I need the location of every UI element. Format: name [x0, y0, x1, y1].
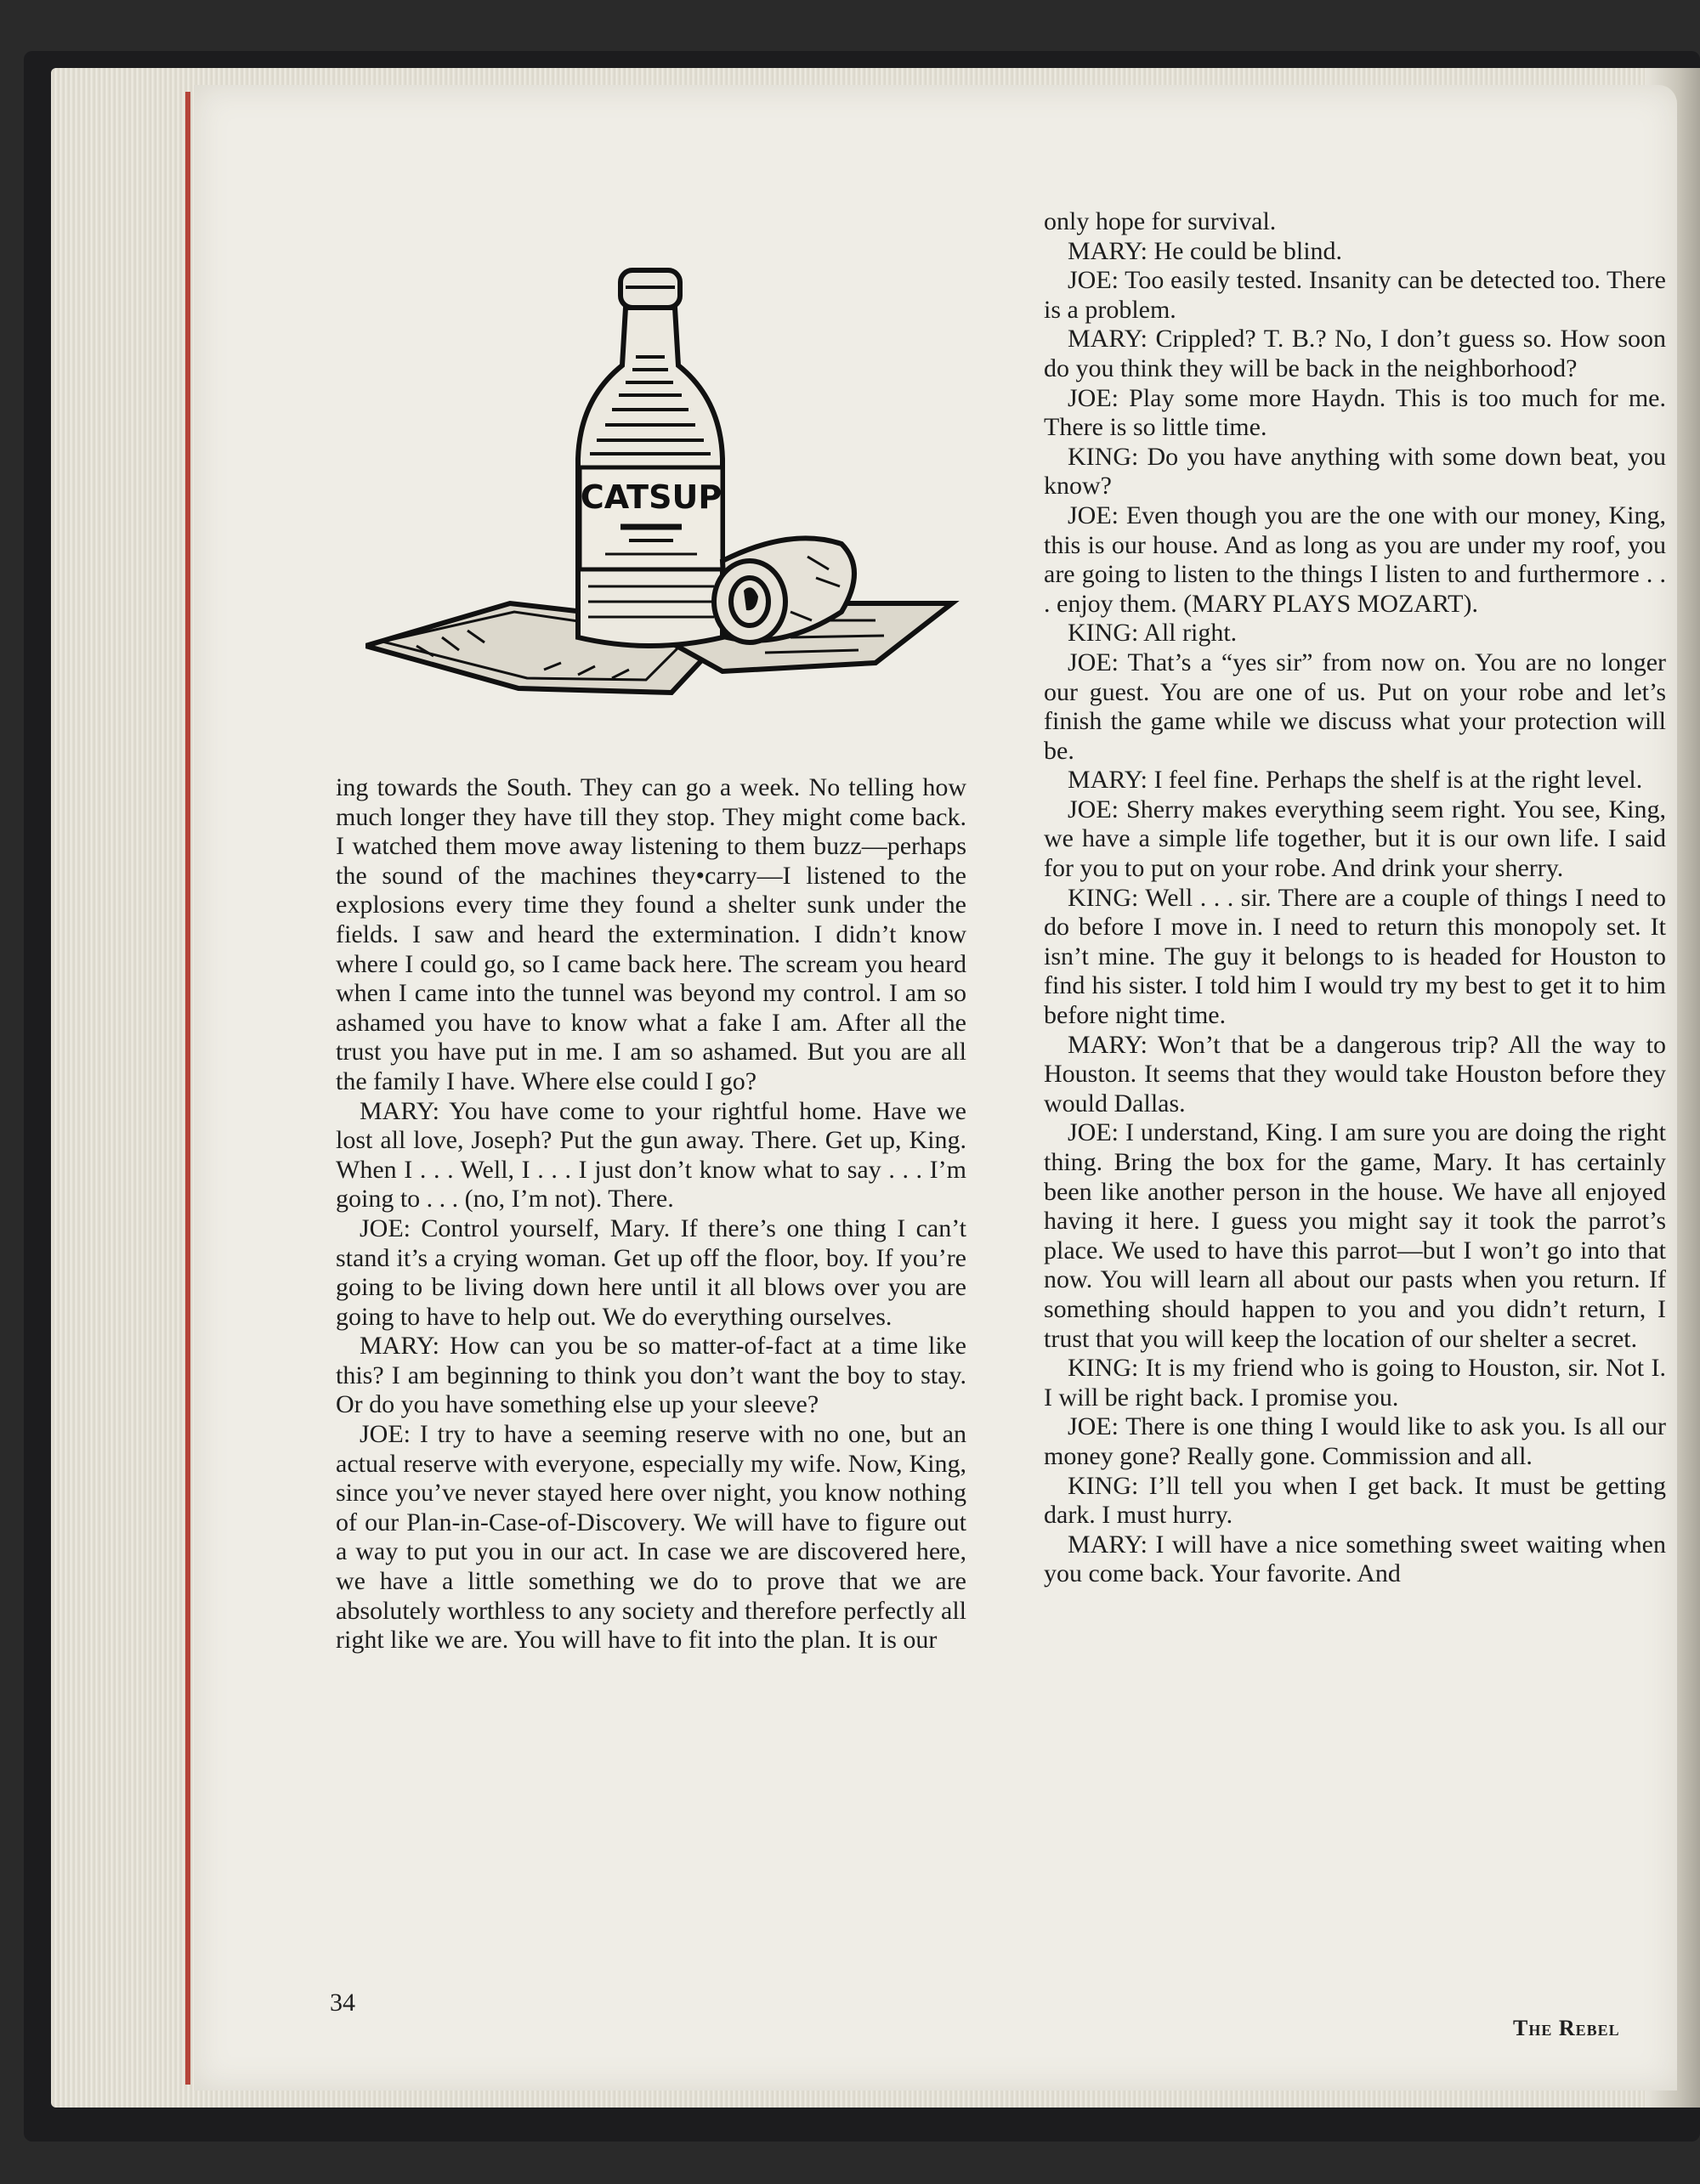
paragraph: JOE: Play some more Haydn. This is too much for me. There is so little time.: [1044, 383, 1666, 442]
paragraph: KING: All right.: [1068, 619, 1238, 648]
paragraph: MARY: You have come to your rightful home. Have we lost all love, Joseph? Put the gun away. There. Get up, King. When I . . . Well, I . . . I just don’t know what to say . . . I’m going to . . . (no, I’m not). There.: [336, 1096, 966, 1214]
page-number: 34: [330, 1989, 355, 2017]
paragraph: JOE: I understand, King. I am sure you are doing the right thing. Bring the box for the game, Mary. It has certainly been like another person in the house. We have all enjoyed having it here. I guess you might say it took the parrot’s place. We used to have this parrot—but I won’t go into that now. You will learn all about our pasts when you return. If something should happen to you and you didn’t return, I trust that you will keep the location of our shelter a secret.: [1044, 1118, 1666, 1353]
paragraph: JOE: Control yourself, Mary. If there’s one thing I can’t stand it’s a crying woman. Get up off the floor, boy. If you’re going to be living down here until it all blows over you are going to have to help out. We do everything ourselves.: [336, 1214, 966, 1331]
paragraph: JOE: I try to have a seeming reserve with no one, but an actual reserve with everyone, especially my wife. Now, King, since you’ve never stayed here over night, you know nothing of our Plan-in-Case-of-Discovery. We will have to figure out a way to put you in our act. In case we are discovered here, we have a little something we do to prove that we are absolutely worthless to any society and therefore perfectly all right like we are. You will have to fit into the plan. It is our: [336, 1420, 966, 1655]
paragraph: MARY: He could be blind.: [1068, 236, 1343, 265]
paragraph: MARY: I feel fine. Perhaps the shelf is at the right level.: [1068, 766, 1643, 795]
paragraph: MARY: Crippled? T. B.? No, I don’t guess so. How soon do you think they will be back in the neighborhood?: [1044, 325, 1666, 382]
running-footer-title: The Rebel: [1513, 2016, 1620, 2040]
paragraph: KING: It is my friend who is going to Houston, sir. Not I. I will be right back. I promise you.: [1044, 1354, 1666, 1412]
paragraph: KING: I’ll tell you when I get back. It must be getting dark. I must hurry.: [1044, 1471, 1666, 1530]
paragraph: ing towards the South. They can go a week. No telling how much longer they have till they stop. They might come back. I watched them move away listening to them buzz—perhaps the sound of the machines they•carry—I listened to the explosions every time they found a shelter sunk under the fields. I saw and heard the extermination. I didn’t know where I could go, so I came back here. The scream you heard when I came into the tunnel was beyond my control. I am so ashamed you have to know what a fake I am. After all the trust you have put in me. I am so ashamed. But you are all the family I have. Where else could I go?: [336, 773, 966, 1095]
paragraph: MARY: How can you be so matter-of-fact at a time like this? I am beginning to think you don’t want the boy to stay. Or do you have something else up your sleeve?: [336, 1332, 966, 1419]
page-edge-stripe: [185, 92, 190, 2085]
catsup-bottle-and-money-icon: [366, 263, 960, 705]
paragraph: MARY: I will have a nice something sweet waiting when you come back. Your favorite. And: [1044, 1530, 1666, 1588]
left-text-column: [336, 773, 966, 1655]
paragraph: KING: Do you have anything with some down beat, you know?: [1044, 442, 1666, 501]
paragraph: KING: Well . . . sir. There are a couple of things I need to do before I move in. I need to return this monopoly set. It isn’t mine. The guy it belongs to is headed for Houston to find his sister. I told him I would try my best to get it to him before night time.: [1044, 883, 1666, 1030]
svg-text:CATSUP: CATSUP: [580, 478, 722, 516]
paragraph: MARY: Won’t that be a dangerous trip? All the way to Houston. It seems that they would take Houston before they would Dallas.: [1044, 1030, 1666, 1117]
right-text-column: [1044, 207, 1666, 1589]
paragraph: JOE: There is one thing I would like to ask you. Is all our money gone? Really gone. Commission and all.: [1044, 1412, 1666, 1470]
paragraph: JOE: Even though you are the one with our money, King, this is our house. And as long as you are under my roof, you are going to listen to the things I listen to and furthermore . . . enjoy them. (MARY PLAYS MOZART).: [1044, 501, 1666, 618]
paragraph: JOE: That’s a “yes sir” from now on. You are no longer our guest. You are one of us. Put on your robe and let’s finish the game while we discuss what your protection will be.: [1044, 648, 1666, 765]
paragraph: JOE: Too easily tested. Insanity can be detected too. There is a problem.: [1044, 266, 1666, 324]
paragraph: only hope for survival.: [1044, 207, 1277, 235]
paragraph: JOE: Sherry makes everything seem right. You see, King, we have a simple life together, but it is our own life. I said for you to put on your robe. And drink your sherry.: [1044, 795, 1666, 883]
